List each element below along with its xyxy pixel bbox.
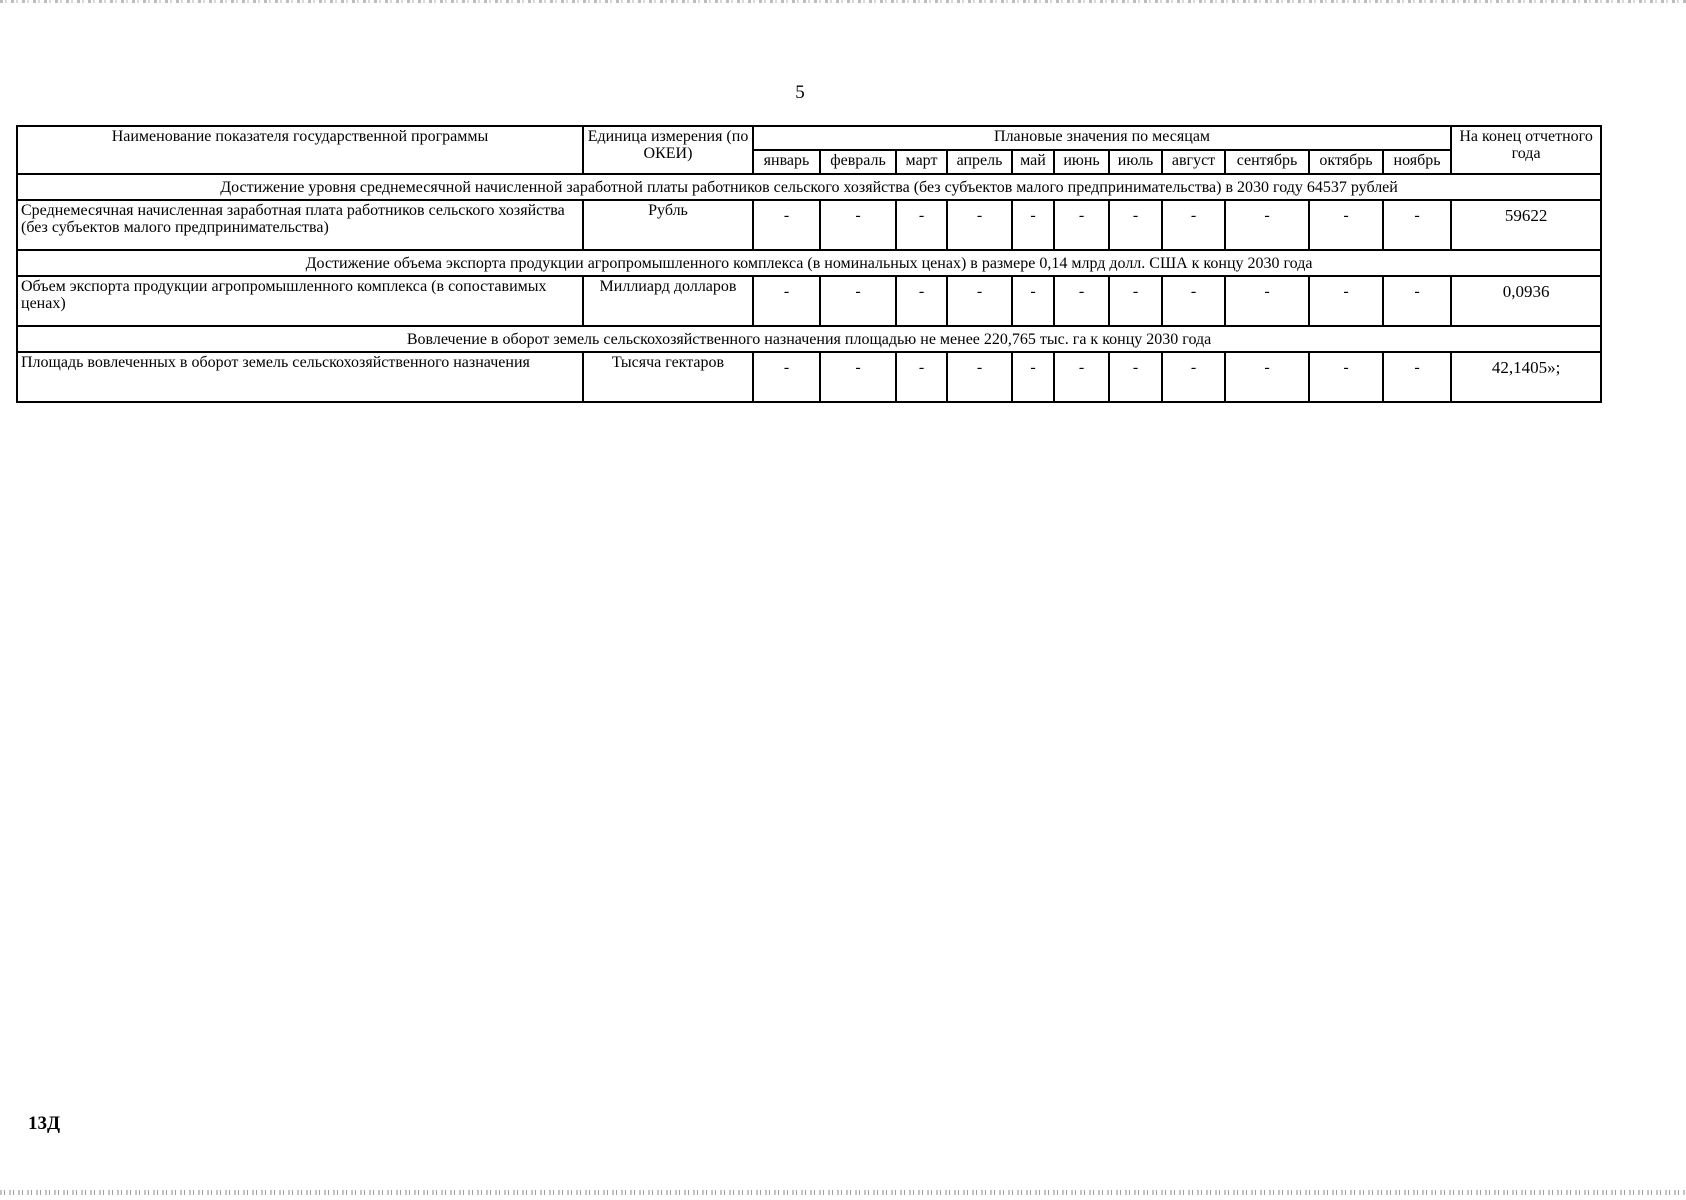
section-title: Достижение уровня среднемесячной начисленной заработной платы работников сельского хозяйства (без субъектов малого предпринимательства) в 2030 году 64537 рублей: [17, 174, 1601, 200]
table-row: [17, 352, 1601, 402]
month-value-cell: -: [1383, 352, 1451, 402]
month-value-cell: -: [1012, 276, 1054, 326]
document-code: 13Д: [28, 1113, 61, 1134]
month-value-cell: -: [1162, 200, 1225, 250]
month-value-cell: -: [753, 276, 820, 326]
header-month: ноябрь: [1383, 150, 1451, 174]
month-value-cell: -: [947, 276, 1012, 326]
month-value-cell: -: [1225, 276, 1309, 326]
indicator-name-cell: Среднемесячная начисленная заработная плата работников сельского хозяйства (без субъектов малого предпринимательства): [17, 200, 583, 250]
month-value-cell: -: [1225, 352, 1309, 402]
header-month: сентябрь: [1225, 150, 1309, 174]
unit-cell: Тысяча гектаров: [583, 352, 753, 402]
header-month: март: [896, 150, 947, 174]
unit-cell: Миллиард долларов: [583, 276, 753, 326]
header-indicator-name: Наименование показателя государственной программы: [17, 126, 583, 174]
scan-edge-bottom: [0, 1190, 1686, 1195]
month-value-cell: -: [1109, 352, 1162, 402]
year-end-value-cell: 42,1405»;: [1451, 352, 1601, 402]
month-value-cell: -: [1109, 200, 1162, 250]
indicator-name-cell: Объем экспорта продукции агропромышленного комплекса (в сопоставимых ценах): [17, 276, 583, 326]
scan-edge-top: [0, 0, 1686, 3]
month-value-cell: -: [1309, 352, 1383, 402]
section-row: [17, 326, 1601, 352]
header-month: апрель: [947, 150, 1012, 174]
month-value-cell: -: [1054, 352, 1109, 402]
month-value-cell: -: [1054, 200, 1109, 250]
section-row: [17, 174, 1601, 200]
month-value-cell: -: [820, 200, 896, 250]
month-value-cell: -: [1109, 276, 1162, 326]
month-value-cell: -: [896, 352, 947, 402]
header-planned-monthly: Плановые значения по месяцам: [753, 126, 1451, 150]
table-row: [17, 276, 1601, 326]
month-value-cell: -: [1225, 200, 1309, 250]
indicator-name-cell: Площадь вовлеченных в оборот земель сельскохозяйственного назначения: [17, 352, 583, 402]
section-title: Достижение объема экспорта продукции агропромышленного комплекса (в номинальных ценах) в размере 0,14 млрд долл. США к концу 2030 года: [17, 250, 1601, 276]
month-value-cell: -: [753, 200, 820, 250]
header-month: февраль: [820, 150, 896, 174]
month-value-cell: -: [820, 276, 896, 326]
month-value-cell: -: [1383, 276, 1451, 326]
header-month: июнь: [1054, 150, 1109, 174]
month-value-cell: -: [1383, 200, 1451, 250]
month-value-cell: -: [1054, 276, 1109, 326]
indicator-table: [16, 125, 1602, 403]
month-value-cell: -: [1012, 352, 1054, 402]
header-month: июль: [1109, 150, 1162, 174]
page-number: 5: [795, 82, 805, 103]
month-value-cell: -: [753, 352, 820, 402]
month-value-cell: -: [1309, 276, 1383, 326]
header-month: январь: [753, 150, 820, 174]
header-month: август: [1162, 150, 1225, 174]
month-value-cell: -: [1162, 276, 1225, 326]
header-month: октябрь: [1309, 150, 1383, 174]
year-end-value-cell: 59622: [1451, 200, 1601, 250]
section-row: [17, 250, 1601, 276]
month-value-cell: -: [896, 200, 947, 250]
month-value-cell: -: [820, 352, 896, 402]
header-unit: Единица измерения (по ОКЕИ): [583, 126, 753, 174]
month-value-cell: -: [1012, 200, 1054, 250]
month-value-cell: -: [947, 352, 1012, 402]
header-year-end: На конец отчетного года: [1451, 126, 1601, 174]
table-row: [17, 200, 1601, 250]
month-value-cell: -: [1309, 200, 1383, 250]
unit-cell: Рубль: [583, 200, 753, 250]
year-end-value-cell: 0,0936: [1451, 276, 1601, 326]
month-value-cell: -: [896, 276, 947, 326]
month-value-cell: -: [1162, 352, 1225, 402]
section-title: Вовлечение в оборот земель сельскохозяйственного назначения площадью не менее 220,765 тыс. га к концу 2030 года: [17, 326, 1601, 352]
header-month: май: [1012, 150, 1054, 174]
month-value-cell: -: [947, 200, 1012, 250]
